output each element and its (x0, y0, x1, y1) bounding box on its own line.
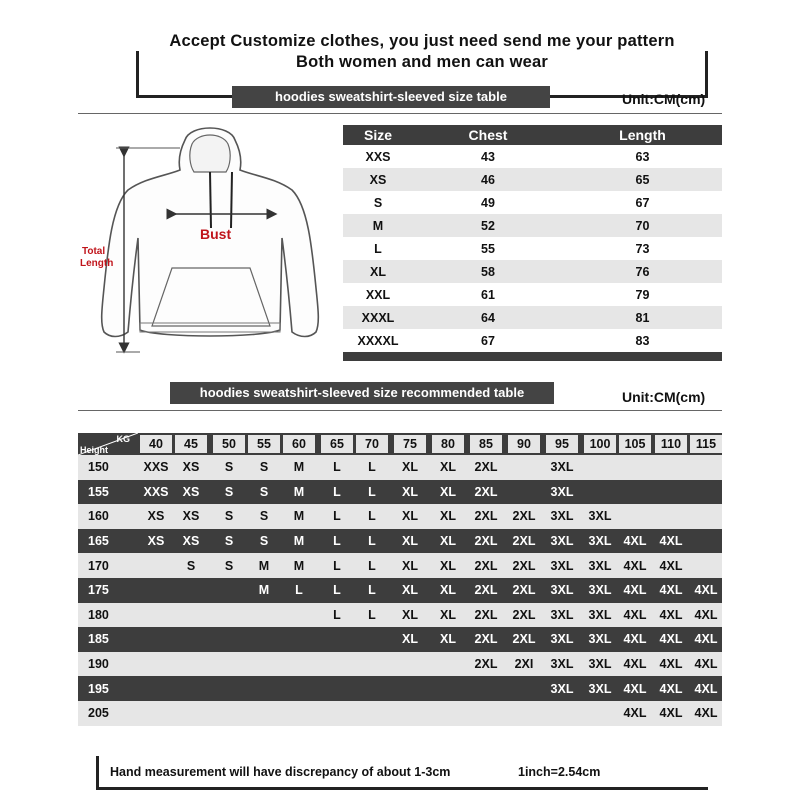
rec-table-row (78, 455, 722, 480)
size-table-title: hoodies sweatshirt-sleeved size table (232, 86, 550, 108)
size-recommendation-cell: M (293, 509, 305, 524)
size-cell: XXXXL (357, 333, 399, 348)
total-length-label-1: Total (82, 246, 106, 257)
size-cell: XXS (365, 149, 391, 164)
size-recommendation-cell: M (258, 583, 270, 598)
size-recommendation-cell: L (368, 583, 376, 598)
size-recommendation-cell: 3XL (550, 681, 574, 696)
size-recommendation-cell: 2XL (512, 558, 536, 573)
size-recommendation-cell: 3XL (550, 484, 574, 499)
size-recommendation-cell: M (293, 558, 305, 573)
size-recommendation-cell: 2XL (474, 534, 498, 549)
size-recommendation-cell: XL (402, 484, 418, 499)
size-recommendation-cell: XS (182, 460, 200, 475)
size-recommendation-cell: 2XL (474, 657, 498, 672)
height-cell: 150 (88, 460, 109, 475)
size-cell: M (372, 218, 384, 233)
size-recommendation-cell: 4XL (659, 706, 683, 721)
size-recommendation-cell: 3XL (588, 607, 612, 622)
weight-header-cell: 75 (394, 435, 426, 453)
size-recommendation-cell: 3XL (550, 583, 574, 598)
hoodie-outline-icon (80, 118, 340, 368)
size-recommendation-cell: 4XL (694, 657, 718, 672)
footer-bracket-left (96, 756, 99, 790)
size-recommendation-cell: 4XL (659, 534, 683, 549)
chest-cell: 46 (481, 172, 495, 187)
rec-table-corner (78, 433, 138, 455)
size-recommendation-cell: 3XL (588, 681, 612, 696)
size-recommendation-cell: XL (402, 509, 418, 524)
size-table-footer-bar (343, 352, 722, 361)
size-recommendation-cell: 2XL (474, 632, 498, 647)
bust-label: Bust (200, 226, 232, 242)
size-recommendation-cell: 4XL (659, 583, 683, 598)
size-recommendation-cell: L (333, 509, 341, 524)
length-cell: 81 (635, 310, 650, 325)
total-length-label-2: Length (80, 258, 114, 269)
hoodie-diagram (80, 118, 340, 368)
size-recommendation-cell: L (368, 534, 376, 549)
size-recommendation-cell: M (258, 558, 270, 573)
size-recommendation-cell: 3XL (550, 460, 574, 475)
size-recommendation-cell: 3XL (550, 558, 574, 573)
footer-note (96, 752, 708, 792)
weight-header-cell: 50 (213, 435, 245, 453)
size-recommendation-cell: 4XL (659, 632, 683, 647)
rec-table-row (78, 553, 722, 578)
size-recommendation-cell: 4XL (623, 681, 647, 696)
weight-header-cell: 85 (470, 435, 502, 453)
size-recommendation-cell: L (333, 583, 341, 598)
size-recommendation-cell: XXS (143, 484, 169, 499)
size-table-unit: Unit:CM(cm) (622, 91, 706, 107)
rec-table-row (78, 701, 722, 726)
size-recommendation-cell: XL (440, 509, 456, 524)
weight-header-cell: 95 (546, 435, 578, 453)
weight-header-cell: 65 (321, 435, 353, 453)
chest-cell: 67 (481, 333, 495, 348)
height-cell: 185 (88, 632, 109, 647)
chest-cell: 61 (481, 287, 495, 302)
size-recommendation-cell: XS (147, 534, 165, 549)
size-recommendation-cell: 4XL (623, 607, 647, 622)
size-table-row (343, 260, 722, 283)
size-cell: XS (369, 172, 387, 187)
weight-header-cell: 55 (248, 435, 280, 453)
weight-header-cell: 60 (283, 435, 315, 453)
weight-header-cell: 100 (584, 435, 616, 453)
size-recommendation-cell: XL (402, 607, 418, 622)
size-recommendation-cell: 4XL (623, 657, 647, 672)
size-recommendation-cell: XS (182, 509, 200, 524)
rec-table-row (78, 529, 722, 554)
size-table-row (343, 329, 722, 352)
size-table-row (343, 145, 722, 168)
weight-header-cell: 45 (175, 435, 207, 453)
size-recommendation-cell: S (224, 509, 234, 524)
size-recommendation-cell: 4XL (623, 706, 647, 721)
size-recommendation-cell: 4XL (694, 583, 718, 598)
size-recommendation-cell: 3XL (588, 632, 612, 647)
size-recommendation-cell: 2XL (512, 607, 536, 622)
size-recommendation-cell: XL (402, 583, 418, 598)
weight-header-cell: 110 (655, 435, 687, 453)
size-recommendation-cell: XL (440, 632, 456, 647)
size-recommendation-cell: 4XL (623, 583, 647, 598)
rec-table-title: hoodies sweatshirt-sleeved size recommended table (170, 382, 554, 404)
size-recommendation-cell: 3XL (550, 534, 574, 549)
rec-table-row (78, 603, 722, 628)
size-recommendation-cell: M (293, 484, 305, 499)
length-cell: 67 (635, 195, 650, 210)
chest-cell: 55 (481, 241, 495, 256)
size-recommendation-cell: 3XL (588, 657, 612, 672)
rec-table-header (78, 433, 722, 455)
size-recommendation-cell: 2XL (512, 509, 536, 524)
size-recommendation-cell: 4XL (623, 558, 647, 573)
size-table-row (343, 168, 722, 191)
chest-cell: 43 (481, 149, 495, 164)
size-recommendation-cell: L (368, 509, 376, 524)
size-recommendation-cell: XS (182, 484, 200, 499)
size-recommendation-cell: 2XL (474, 460, 498, 475)
rec-section-rule (78, 410, 722, 411)
rec-table-row (78, 627, 722, 652)
size-recommendation-cell: 2XL (474, 558, 498, 573)
weight-header-cell: 70 (356, 435, 388, 453)
size-recommendation-cell: XL (402, 558, 418, 573)
size-recommendation-cell: L (368, 484, 376, 499)
height-cell: 190 (88, 657, 109, 672)
length-cell: 70 (635, 218, 650, 233)
size-cell: S (373, 195, 383, 210)
size-table-row (343, 214, 722, 237)
size-recommendation-cell: XL (440, 583, 456, 598)
size-recommendation-cell: 4XL (659, 558, 683, 573)
size-recommendation-cell: 3XL (550, 657, 574, 672)
rec-table-row (78, 578, 722, 603)
rec-table-row (78, 480, 722, 505)
height-cell: 175 (88, 583, 109, 598)
footer-rule (96, 787, 708, 790)
size-recommendation-cell: 4XL (694, 681, 718, 696)
size-recommendation-cell: 2XL (474, 509, 498, 524)
inch-conversion: 1inch=2.54cm (518, 765, 601, 779)
size-recommendation-cell: L (368, 607, 376, 622)
size-table-row (343, 306, 722, 329)
size-recommendation-cell: S (186, 558, 196, 573)
header-banner (136, 22, 708, 78)
weight-header-cell: 90 (508, 435, 540, 453)
size-recommendation-cell: L (368, 460, 376, 475)
height-cell: 205 (88, 706, 109, 721)
length-cell: 63 (635, 149, 650, 164)
size-table-row (343, 191, 722, 214)
size-recommendation-cell: L (333, 484, 341, 499)
height-cell: 165 (88, 534, 109, 549)
size-recommendation-cell: 4XL (623, 534, 647, 549)
size-recommendation-cell: 2XL (512, 583, 536, 598)
size-recommendation-cell: 4XL (659, 681, 683, 696)
length-cell: 79 (635, 287, 650, 302)
rec-table-unit: Unit:CM(cm) (622, 389, 706, 405)
height-cell: 180 (88, 607, 109, 622)
chest-cell: 58 (481, 264, 495, 279)
size-recommendation-cell: 3XL (588, 509, 612, 524)
weight-header-cell: 115 (690, 435, 722, 453)
height-cell: 160 (88, 509, 109, 524)
header-line-2: Both women and men can wear (295, 53, 549, 71)
size-recommendation-cell: 2XL (474, 607, 498, 622)
height-cell: 155 (88, 484, 109, 499)
size-recommendation-cell: S (259, 534, 269, 549)
weight-header-cell: 40 (140, 435, 172, 453)
corner-height-label: Height (80, 445, 108, 455)
size-recommendation-cell: L (333, 558, 341, 573)
size-recommendation-cell: L (333, 460, 341, 475)
size-recommendation-cell: 3XL (588, 558, 612, 573)
size-recommendation-cell: L (295, 583, 303, 598)
size-cell: XXL (365, 287, 391, 302)
size-recommendation-cell: S (259, 509, 269, 524)
size-recommendation-cell: L (333, 607, 341, 622)
size-recommendation-cell: 4XL (659, 607, 683, 622)
size-recommendation-cell: 2XL (512, 534, 536, 549)
size-recommendation-cell: S (224, 534, 234, 549)
height-cell: 195 (88, 681, 109, 696)
size-recommendation-cell: 3XL (550, 632, 574, 647)
rec-table-row (78, 504, 722, 529)
size-recommendation-cell: 3XL (588, 583, 612, 598)
size-table-header (343, 125, 722, 145)
size-recommendation-cell: XL (440, 484, 456, 499)
chest-col-header: Chest (468, 127, 508, 143)
size-recommendation-cell: XL (440, 460, 456, 475)
size-recommendation-cell: L (368, 558, 376, 573)
size-recommendation-cell: 2XL (474, 484, 498, 499)
height-cell: 170 (88, 558, 109, 573)
size-recommendation-cell: 3XL (588, 534, 612, 549)
size-recommendation-cell: 4XL (694, 706, 718, 721)
size-recommendation-cell: XL (402, 460, 418, 475)
length-cell: 83 (635, 333, 650, 348)
length-cell: 73 (635, 241, 650, 256)
rec-table-row (78, 652, 722, 677)
rec-table (78, 433, 722, 726)
corner-kg-label: KG (116, 434, 130, 444)
size-table (343, 125, 722, 361)
size-recommendation-cell: XL (402, 534, 418, 549)
size-recommendation-cell: L (333, 534, 341, 549)
size-recommendation-cell: S (224, 558, 234, 573)
size-recommendation-cell: 2XL (474, 583, 498, 598)
length-cell: 76 (635, 264, 650, 279)
size-recommendation-cell: XL (440, 534, 456, 549)
size-section-rule (78, 113, 722, 114)
chest-cell: 52 (481, 218, 495, 233)
size-recommendation-cell: XL (440, 558, 456, 573)
weight-header-cell: 80 (432, 435, 464, 453)
size-recommendation-cell: M (293, 534, 305, 549)
size-table-row (343, 237, 722, 260)
size-recommendation-cell: S (259, 484, 269, 499)
header-line-1: Accept Customize clothes, you just need send me your pattern (136, 32, 708, 51)
size-recommendation-cell: XXS (143, 460, 169, 475)
size-recommendation-cell: XS (147, 509, 165, 524)
size-table-row (343, 283, 722, 306)
size-recommendation-cell: 4XL (659, 657, 683, 672)
size-recommendation-cell: 4XL (623, 632, 647, 647)
size-cell: XXXL (361, 310, 395, 325)
size-recommendation-cell: 2XL (512, 632, 536, 647)
size-recommendation-cell: 4XL (694, 607, 718, 622)
size-cell: XL (370, 264, 386, 279)
size-recommendation-cell: S (224, 460, 234, 475)
chest-cell: 64 (481, 310, 495, 325)
length-col-header: Length (619, 127, 666, 143)
length-cell: 65 (635, 172, 650, 187)
size-recommendation-cell: 3XL (550, 607, 574, 622)
size-recommendation-cell: S (259, 460, 269, 475)
size-recommendation-cell: 4XL (694, 632, 718, 647)
size-recommendation-cell: XL (402, 632, 418, 647)
chest-cell: 49 (481, 195, 495, 210)
size-recommendation-cell: 2XI (514, 657, 534, 672)
size-recommendation-cell: 3XL (550, 509, 574, 524)
size-recommendation-cell: XL (440, 607, 456, 622)
size-cell: L (374, 241, 382, 256)
measurement-note: Hand measurement will have discrepancy of about 1-3cm (110, 765, 451, 779)
weight-header-cell: 105 (619, 435, 651, 453)
size-col-header: Size (363, 127, 392, 143)
size-recommendation-cell: XS (182, 534, 200, 549)
size-recommendation-cell: M (293, 460, 305, 475)
rec-table-row (78, 676, 722, 701)
size-recommendation-cell: S (224, 484, 234, 499)
